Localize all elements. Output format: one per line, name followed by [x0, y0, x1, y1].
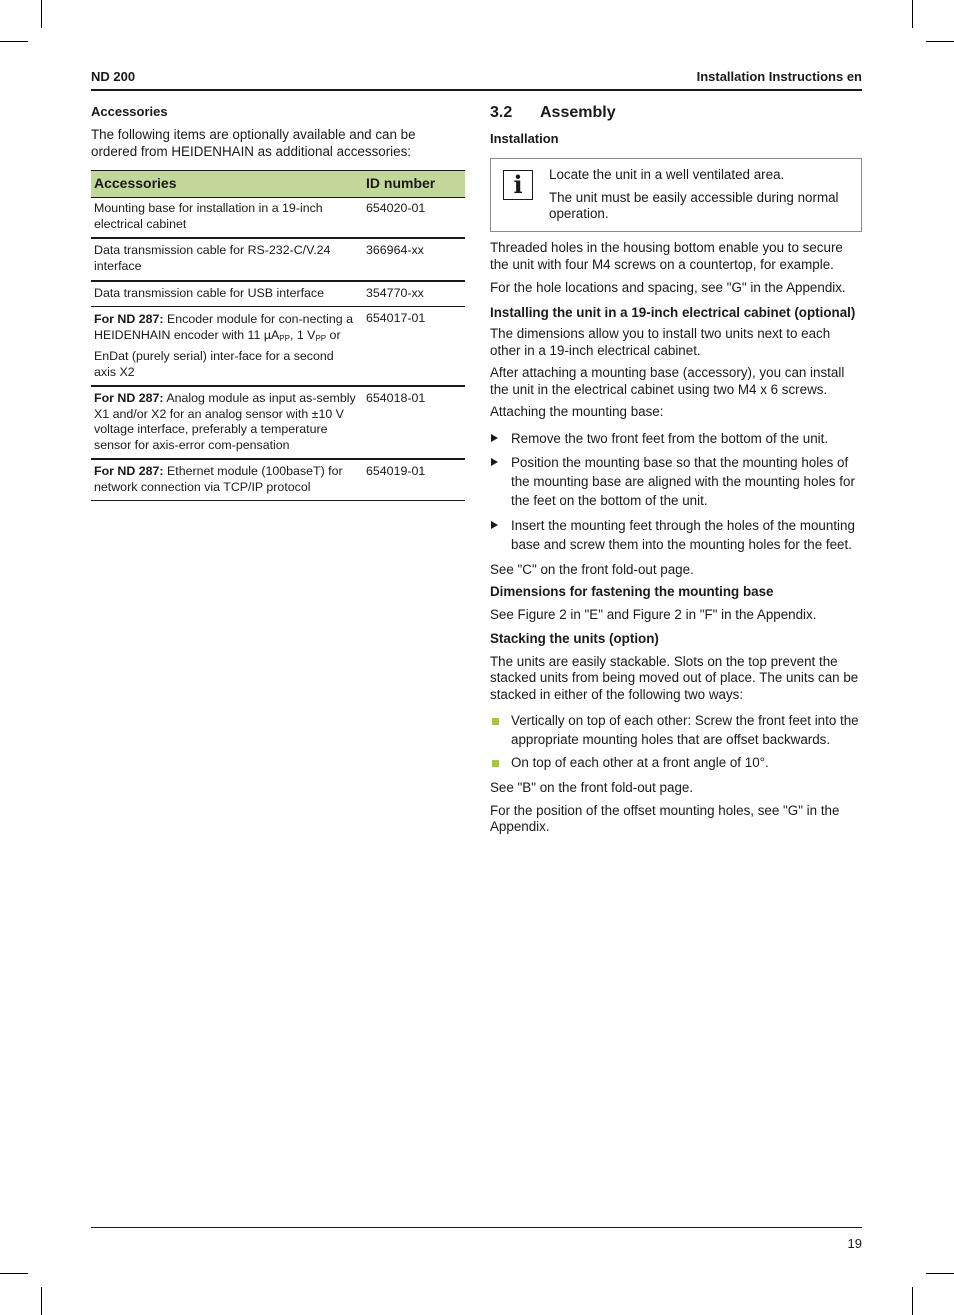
list-item: [490, 453, 862, 510]
arrow-bullet-icon: [491, 521, 498, 529]
info-icon: i: [503, 170, 533, 200]
crop-mark: [0, 41, 28, 42]
accessories-table: [91, 170, 465, 501]
right-column: [490, 104, 862, 836]
cabinet-heading: Installing the unit in a 19-inch electrical cabinet (optional): [490, 304, 856, 320]
crop-mark: [912, 1287, 913, 1315]
square-bullet-icon: [492, 760, 499, 767]
row-prefix: For ND 287:: [94, 463, 164, 478]
table-row: [91, 306, 465, 386]
row-desc-sub: PP: [315, 334, 327, 344]
row-desc: [91, 306, 360, 386]
row-desc: Data transmission cable for RS-232-C/V.24 interface: [91, 238, 360, 281]
table-row: [91, 197, 465, 238]
table-row: [91, 386, 465, 459]
accessories-intro: The following items are optionally available and can be ordered from HEIDENHAIN as additional accessories:: [91, 127, 416, 159]
list-item: [490, 516, 862, 554]
col-id-number: ID number: [360, 171, 465, 198]
way-text: On top of each other at a front angle of 10°.: [511, 755, 769, 770]
crop-mark: [912, 0, 913, 28]
para-see-b: See "B" on the front fold-out page.: [490, 780, 694, 795]
para-stackable: The units are easily stackable. Slots on the top prevent the stacked units from being moved out of place. The units can be stacked in either of the following two ways:: [490, 653, 859, 702]
row-desc-text: Analog module as input as-sembly X1 and/or X2 for an analog sensor with ±10 V voltage interface, preferably a temperature sensor for axis-error com-pensation: [94, 390, 356, 453]
table-header-row: [91, 171, 465, 198]
arrow-bullet-icon: [491, 458, 498, 466]
section-name: Assembly: [540, 104, 616, 121]
page-header: [91, 69, 862, 91]
steps-list: [490, 429, 862, 554]
square-bullet-icon: [492, 718, 499, 725]
col-accessories: Accessories: [91, 171, 360, 198]
section-number: 3.2: [490, 104, 513, 121]
header-product: ND 200: [91, 69, 136, 84]
step-text: Position the mounting base so that the mounting holes of the mounting base are aligned with the mounting holes for the feet on the bottom of the unit.: [511, 454, 855, 508]
note-text: [549, 167, 854, 223]
table-row: [91, 238, 465, 281]
row-id: 654017-01: [360, 306, 465, 386]
page-number: 19: [847, 1236, 862, 1251]
step-text: Remove the two front feet from the bottom of the unit.: [511, 430, 829, 446]
list-item: [490, 429, 862, 448]
row-desc-part: Encoder module for con-necting a HEIDENHAIN encoder with 11 µA: [94, 311, 353, 343]
info-note: [490, 158, 862, 232]
list-item: [490, 711, 862, 749]
ways-list: [490, 711, 862, 772]
row-desc: [91, 386, 360, 459]
dimensions-heading: Dimensions for fastening the mounting base: [490, 584, 774, 599]
table-row: [91, 459, 465, 500]
para-see-c: See "C" on the front fold-out page.: [490, 561, 694, 577]
para-mounting-base: After attaching a mounting base (accessory), you can install the unit in the electrical cabinet using two M4 x 6 screws.: [490, 365, 845, 397]
para-threaded-holes: Threaded holes in the housing bottom enable you to secure the unit with four M4 screws on a countertop, for example.: [490, 240, 843, 272]
row-id: 354770-xx: [360, 281, 465, 306]
note-line-2: The unit must be easily accessible during normal operation.: [549, 189, 839, 221]
crop-mark: [0, 1273, 28, 1274]
para-see-figure: See Figure 2 in "E" and Figure 2 in "F" in the Appendix.: [490, 606, 817, 622]
left-column: [91, 104, 465, 501]
row-desc: [91, 459, 360, 500]
row-id: 366964-xx: [360, 238, 465, 281]
accessories-heading: Accessories: [91, 104, 168, 119]
note-line-1: Locate the unit in a well ventilated area.: [549, 167, 785, 182]
section-title: [490, 104, 862, 122]
list-item: [490, 753, 862, 772]
row-id: 654020-01: [360, 197, 465, 238]
way-text: Vertically on top of each other: Screw the front feet into the appropriate mounting holes that are offset backwards.: [511, 713, 859, 747]
row-prefix: For ND 287:: [94, 390, 164, 405]
crop-mark: [926, 1273, 954, 1274]
installation-heading: Installation: [490, 131, 559, 146]
arrow-bullet-icon: [491, 434, 498, 442]
para-hole-locations: For the hole locations and spacing, see "G" in the Appendix.: [490, 280, 846, 295]
row-id: 654018-01: [360, 386, 465, 459]
row-desc-part: , 1 V: [289, 328, 316, 343]
row-desc-part: or EnDat (purely serial) inter-face for a second axis X2: [94, 328, 341, 380]
crop-mark: [41, 0, 42, 28]
para-dimensions: The dimensions allow you to install two units next to each other in a 19-inch electrical cabinet.: [490, 326, 831, 358]
table-row: [91, 281, 465, 306]
row-desc-sub: PP: [279, 334, 290, 344]
para-attaching: Attaching the mounting base:: [490, 404, 664, 419]
crop-mark: [41, 1287, 42, 1315]
row-desc-text: Ethernet module (100baseT) for network connection via TCP/IP protocol: [94, 463, 343, 494]
footer-rule: [91, 1227, 862, 1228]
crop-mark: [926, 41, 954, 42]
row-desc: Mounting base for installation in a 19-inch electrical cabinet: [91, 197, 360, 238]
row-desc: Data transmission cable for USB interface: [91, 281, 360, 306]
step-text: Insert the mounting feet through the holes of the mounting base and screw them into the mounting holes for the feet.: [511, 517, 855, 552]
row-prefix: For ND 287:: [94, 311, 164, 326]
header-doc-title: Installation Instructions en: [696, 69, 862, 84]
para-offset-holes: For the position of the offset mounting holes, see "G" in the Appendix.: [490, 802, 840, 834]
stacking-heading: Stacking the units (option): [490, 631, 659, 646]
row-id: 654019-01: [360, 459, 465, 500]
